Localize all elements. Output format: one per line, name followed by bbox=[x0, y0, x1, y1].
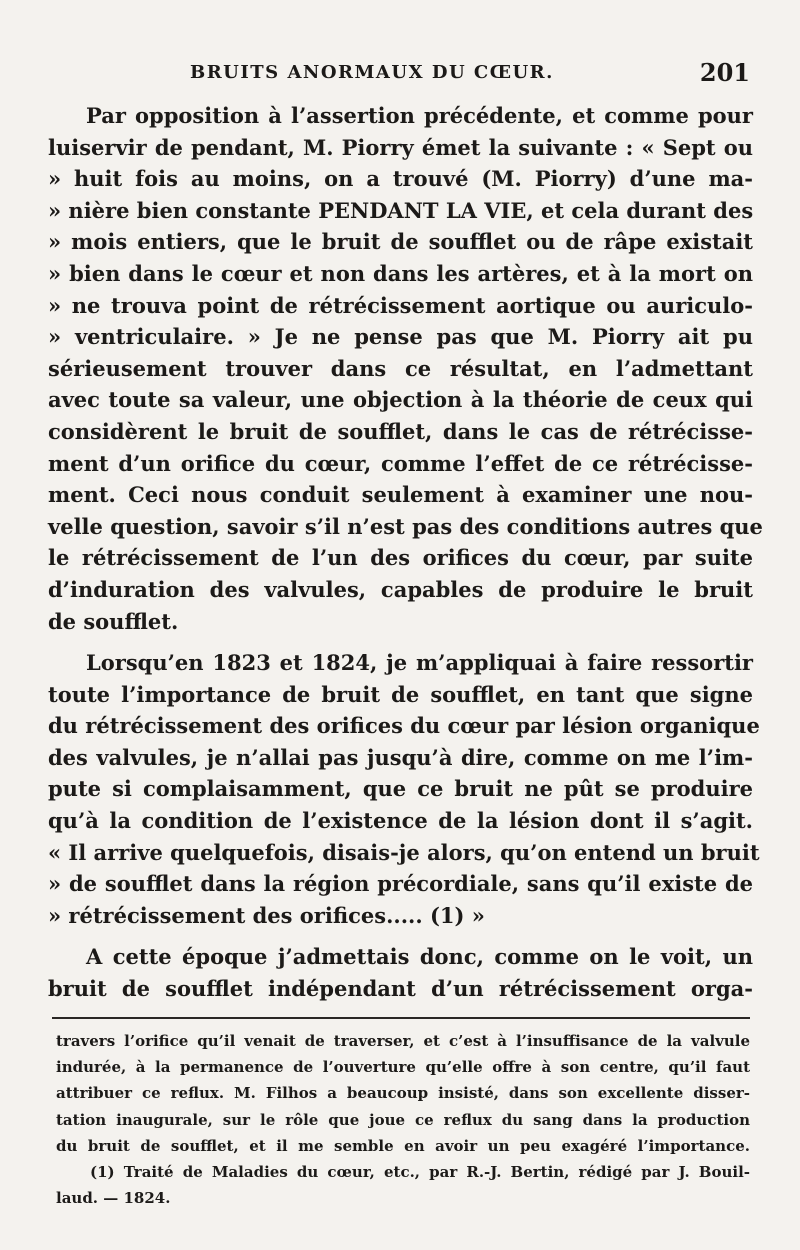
body-line: d’induration des valvules, capables de produire le bruit bbox=[48, 576, 753, 602]
footnotes bbox=[56, 1028, 750, 1211]
body-line: » rétrécissement des orifices..... (1) » bbox=[48, 902, 485, 928]
body-line: velle question, savoir s’il n’est pas des conditions autres que bbox=[48, 513, 763, 539]
body-line: A cette époque j’admettais donc, comme on le voit, un bbox=[86, 944, 753, 970]
body-line: » mois entiers, que le bruit de soufflet ou de râpe existait bbox=[48, 229, 753, 255]
body-line: des valvules, je n’allai pas jusqu’à dire, comme on me l’im- bbox=[48, 744, 753, 770]
running-title: BRUITS ANORMAUX DU CŒUR. bbox=[190, 62, 554, 83]
footnote-rule bbox=[52, 1017, 750, 1019]
running-head bbox=[50, 58, 750, 88]
body-line: pute si complaisamment, que ce bruit ne pût se produire bbox=[48, 776, 753, 802]
footnote-line: tation inaugurale, sur le rôle que joue ce reflux du sang dans la production bbox=[56, 1110, 750, 1129]
body-line: » de soufflet dans la région précordiale, sans qu’il existe de bbox=[48, 871, 753, 897]
body-line: sérieusement trouver dans ce résultat, en l’admettant bbox=[48, 355, 753, 381]
body-line: toute l’importance de bruit de soufflet, en tant que signe bbox=[48, 681, 753, 707]
body-line: considèrent le bruit de soufflet, dans le cas de rétrécisse- bbox=[48, 418, 753, 444]
body-line: du rétrécissement des orifices du cœur par lésion organique bbox=[48, 713, 760, 739]
body-text bbox=[48, 100, 763, 1005]
body-line: avec toute sa valeur, une objection à la théorie de ceux qui bbox=[48, 387, 753, 413]
body-line: » ne trouva point de rétrécissement aortique ou auriculo- bbox=[48, 292, 753, 318]
page-number: 201 bbox=[699, 58, 750, 87]
body-line: le rétrécissement de l’un des orifices du cœur, par suite bbox=[48, 545, 753, 571]
body-line: qu’à la condition de l’existence de la lésion dont il s’agit. bbox=[48, 808, 753, 834]
body-line: « Il arrive quelquefois, disais-je alors, qu’on entend un bruit bbox=[48, 839, 760, 865]
body-line: » bien dans le cœur et non dans les artères, et à la mort on bbox=[48, 260, 753, 286]
body-line: luiservir de pendant, M. Piorry émet la suivante : « Sept ou bbox=[48, 134, 753, 160]
body-line: ment. Ceci nous conduit seulement à examiner une nou- bbox=[48, 482, 753, 508]
footnote-line: travers l’orifice qu’il venait de traverser, et c’est à l’insuffisance de la valvule bbox=[56, 1032, 750, 1050]
body-line: de soufflet. bbox=[48, 608, 179, 634]
footnote-line: indurée, à la permanence de l’ouverture qu’elle offre à son centre, qu’il faut bbox=[56, 1058, 750, 1077]
body-line: ment d’un orifice du cœur, comme l’effet de ce rétrécisse- bbox=[48, 450, 753, 476]
footnote-line: (1) Traité de Maladies du cœur, etc., par R.-J. Bertin, rédigé par J. Bouil- bbox=[90, 1162, 750, 1181]
body-line: » huit fois au moins, on a trouvé (M. Piorry) d’une ma- bbox=[48, 166, 753, 192]
body-line: » nière bien constante PENDANT LA VIE, et cela durant des bbox=[48, 197, 754, 223]
body-line: Par opposition à l’assertion précédente, et comme pour bbox=[86, 103, 753, 128]
body-line: bruit de soufflet indépendant d’un rétrécissement orga- bbox=[48, 976, 753, 1002]
footnote-line: du bruit de soufflet, et il me semble en avoir un peu exagéré l’importance. bbox=[56, 1136, 750, 1155]
body-line: » ventriculaire. » Je ne pense pas que M. Piorry ait pu bbox=[48, 324, 753, 350]
footnote-line: attribuer ce reflux. M. Filhos a beaucoup insisté, dans son excellente disser- bbox=[56, 1084, 750, 1103]
footnote-line: laud. — 1824. bbox=[56, 1189, 171, 1208]
body-line: Lorsqu’en 1823 et 1824, je m’appliquai à faire ressortir bbox=[86, 650, 753, 676]
